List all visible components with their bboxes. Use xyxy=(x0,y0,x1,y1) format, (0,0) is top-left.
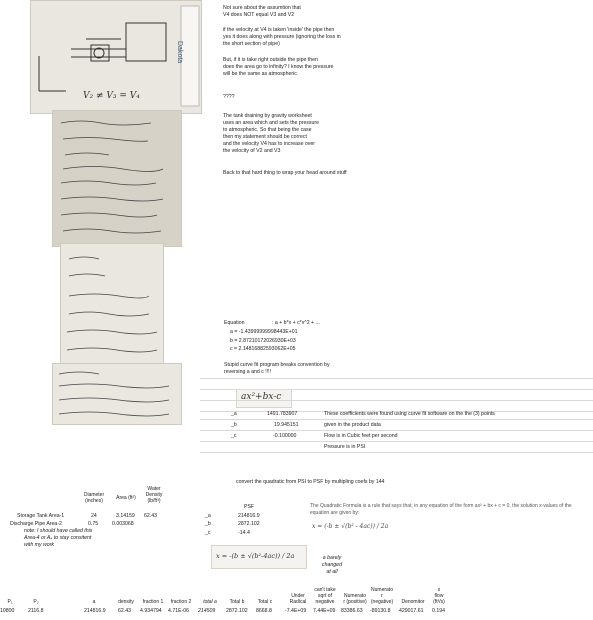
grid-line xyxy=(200,400,593,401)
calc-value-cant-sqrt: 7.44E+09 xyxy=(313,608,336,614)
coef-value-c: -0.100000 xyxy=(273,433,297,439)
quadratic-formula: x = (-b ± √(b² - 4ac)) / 2a xyxy=(312,523,389,530)
coef-label-b: _b xyxy=(231,422,237,428)
calc-value-total-a: 214509 xyxy=(198,608,216,614)
calc-value-fraction2: 4.71E-06 xyxy=(168,608,190,614)
grid-line xyxy=(200,389,593,390)
calc-header-fraction2: fraction 2 xyxy=(170,599,192,605)
psf-header: PSF xyxy=(244,504,255,510)
area-header-density: Water Density (lb/ft³) xyxy=(145,486,163,504)
psf-value-a: 214816.9 xyxy=(238,513,260,519)
quadratic-snippet xyxy=(236,389,292,408)
calc-header-total-b: Total b xyxy=(229,599,245,605)
grid-line xyxy=(200,378,593,379)
calc-value-p2: 2116.8 xyxy=(28,608,44,614)
coef-label-c: _c xyxy=(231,433,237,439)
calc-value-flow: 0.194 xyxy=(432,608,445,614)
note-worksheet: The tank draining by gravity worksheet uses an area which and sets the pressure to atmospheric. So that being the case then my statement should be correct and the velocity V4 has to increase over the velocity of V2 and V3 xyxy=(223,113,320,154)
area-row-1-label: Storage Tank Area-1 xyxy=(17,513,65,519)
grid-line xyxy=(200,441,593,442)
psf-value-b: 2872.102 xyxy=(238,521,260,527)
note-question: ???? xyxy=(223,94,235,100)
calc-value-num-pos: 83386.63 xyxy=(341,608,363,614)
handwritten-equations-3 xyxy=(53,364,181,424)
calc-value-num-neg: -89130.8 xyxy=(370,608,391,614)
psf-label-c: _c xyxy=(205,530,211,536)
calc-header-num-neg: Numerato r (negative) xyxy=(370,587,394,605)
note-outside-pipe: But, if it is take right outside the pipe then does the area go to infinity? I know the pressure will be the same as atmospheric xyxy=(223,57,334,77)
calc-header-num-pos: Numerato r (positive) xyxy=(343,593,367,605)
handwritten-equations-1 xyxy=(53,111,181,246)
calc-value-fraction1: 4.934794 xyxy=(140,608,162,614)
curve-note: Stupid curve fit program breaks convention by reversing a and c !!!! xyxy=(224,362,330,375)
coef-value-b: 19.945151 xyxy=(274,422,299,428)
calc-header-p1: P₁ xyxy=(7,599,13,605)
calc-value-under-radical: -7.4E+09 xyxy=(285,608,307,614)
notebook-photo-2 xyxy=(60,243,164,367)
calc-header-total-c: Total c xyxy=(257,599,273,605)
brand-label: Dakota xyxy=(176,41,183,64)
quadratic-top: ax²+bx-c xyxy=(241,392,282,402)
area-row-2-diameter: 0.75 xyxy=(88,521,99,527)
note-back: Back to that hard thing to wrap your head around stuff xyxy=(223,170,347,176)
calc-header-p2: P₂ xyxy=(33,599,39,605)
note-inside-pipe: if the velocity at V4 is taken 'inside' the pipe then yes it does along with pressure (ignoring the loss in the short section of pipe) xyxy=(223,27,341,47)
area-note: note: I should have called this Area-4 or A₄ to stay consitent with my work xyxy=(24,528,93,548)
calc-header-denominator: Denomitor xyxy=(401,599,425,605)
sketch-label: V₂ ≠ V₃ = V₄ xyxy=(83,91,140,101)
area-row-1-density: 62.43 xyxy=(144,513,157,519)
grid-line xyxy=(200,419,593,420)
notebook-photo-3 xyxy=(52,363,182,425)
calc-header-under-radical: Under Radical xyxy=(289,593,307,605)
equation-a: a = -1.43999999998443E+01 xyxy=(230,329,298,335)
area-header-area: Area (ft²) xyxy=(116,495,136,501)
area-row-2-area: 0.003068 xyxy=(112,521,134,527)
equation-title: Equation xyxy=(224,320,245,326)
area-row-1-diameter: 24 xyxy=(91,513,97,519)
convert-note: convert the quadratic from PSI to PSF by multipling coefs by 144 xyxy=(236,479,385,485)
area-header-diameter: Diameter (inches) xyxy=(83,492,105,504)
calc-header-flow: x flow (ft³/s) xyxy=(433,587,445,605)
calc-value-a: 214816.9 xyxy=(84,608,106,614)
calc-value-total-c: 8668.8 xyxy=(256,608,272,614)
calc-value-density: 62.43 xyxy=(118,608,131,614)
equation-b: b = 2.87210172026930E+03 xyxy=(230,338,296,344)
coef-label-a: _a xyxy=(231,411,237,417)
psf-label-a: _a xyxy=(205,513,211,519)
area-row-2-label: Discharge Pipe Area-2 xyxy=(10,521,62,527)
note-assumption: Not sure about the assumtion that V4 does NOT equal V3 and V2 xyxy=(223,5,301,18)
coef-note-a: These coefficients were found using curve fit software on the the (3) points xyxy=(324,411,495,417)
quadratic-formula-text: The Quadratic Formula is a rule that says that, in any equation of the form ax² + bx + c = 0, the solution x-values of the equation are given by: xyxy=(310,503,572,516)
coef-note-d: Pressure is in PSI xyxy=(324,444,366,450)
calc-header-a: a xyxy=(92,599,96,605)
barely-changed-note: a barely changed at all xyxy=(322,555,342,575)
quadratic-bottom: x = -(b ± √(b²-4ac)) / 2a xyxy=(216,552,295,560)
sketch-photo xyxy=(30,0,202,114)
psf-label-b: _b xyxy=(205,521,211,527)
calc-header-fraction1: fraction 1 xyxy=(142,599,164,605)
calc-value-p1: 10800 xyxy=(0,608,15,614)
calc-header-density: density xyxy=(118,599,134,605)
calc-value-total-b: 2872.102 xyxy=(226,608,248,614)
coef-value-a: 1491.783907 xyxy=(267,411,298,417)
handwritten-equations-2 xyxy=(61,244,163,366)
calc-header-cant-sqrt: can't take sqrt of negative xyxy=(314,587,336,605)
equation-c: c = 2.14816882593062E+05 xyxy=(230,346,296,352)
coef-note-b: given in the product data xyxy=(324,422,381,428)
area-row-1-area: 3.14159 xyxy=(116,513,135,519)
quadratic-bottom-snippet xyxy=(211,545,307,569)
notebook-photo-1 xyxy=(52,110,182,247)
coef-note-c: Flow is in Cubic feet per second xyxy=(324,433,398,439)
psf-value-c: -14.4 xyxy=(238,530,250,536)
calc-header-total-a: total a xyxy=(203,599,217,605)
calc-value-denominator: 429017.61 xyxy=(399,608,424,614)
grid-line xyxy=(200,452,593,453)
grid-line xyxy=(200,430,593,431)
equation-form: : a + b*x + c*x^2 + ... xyxy=(272,320,320,326)
